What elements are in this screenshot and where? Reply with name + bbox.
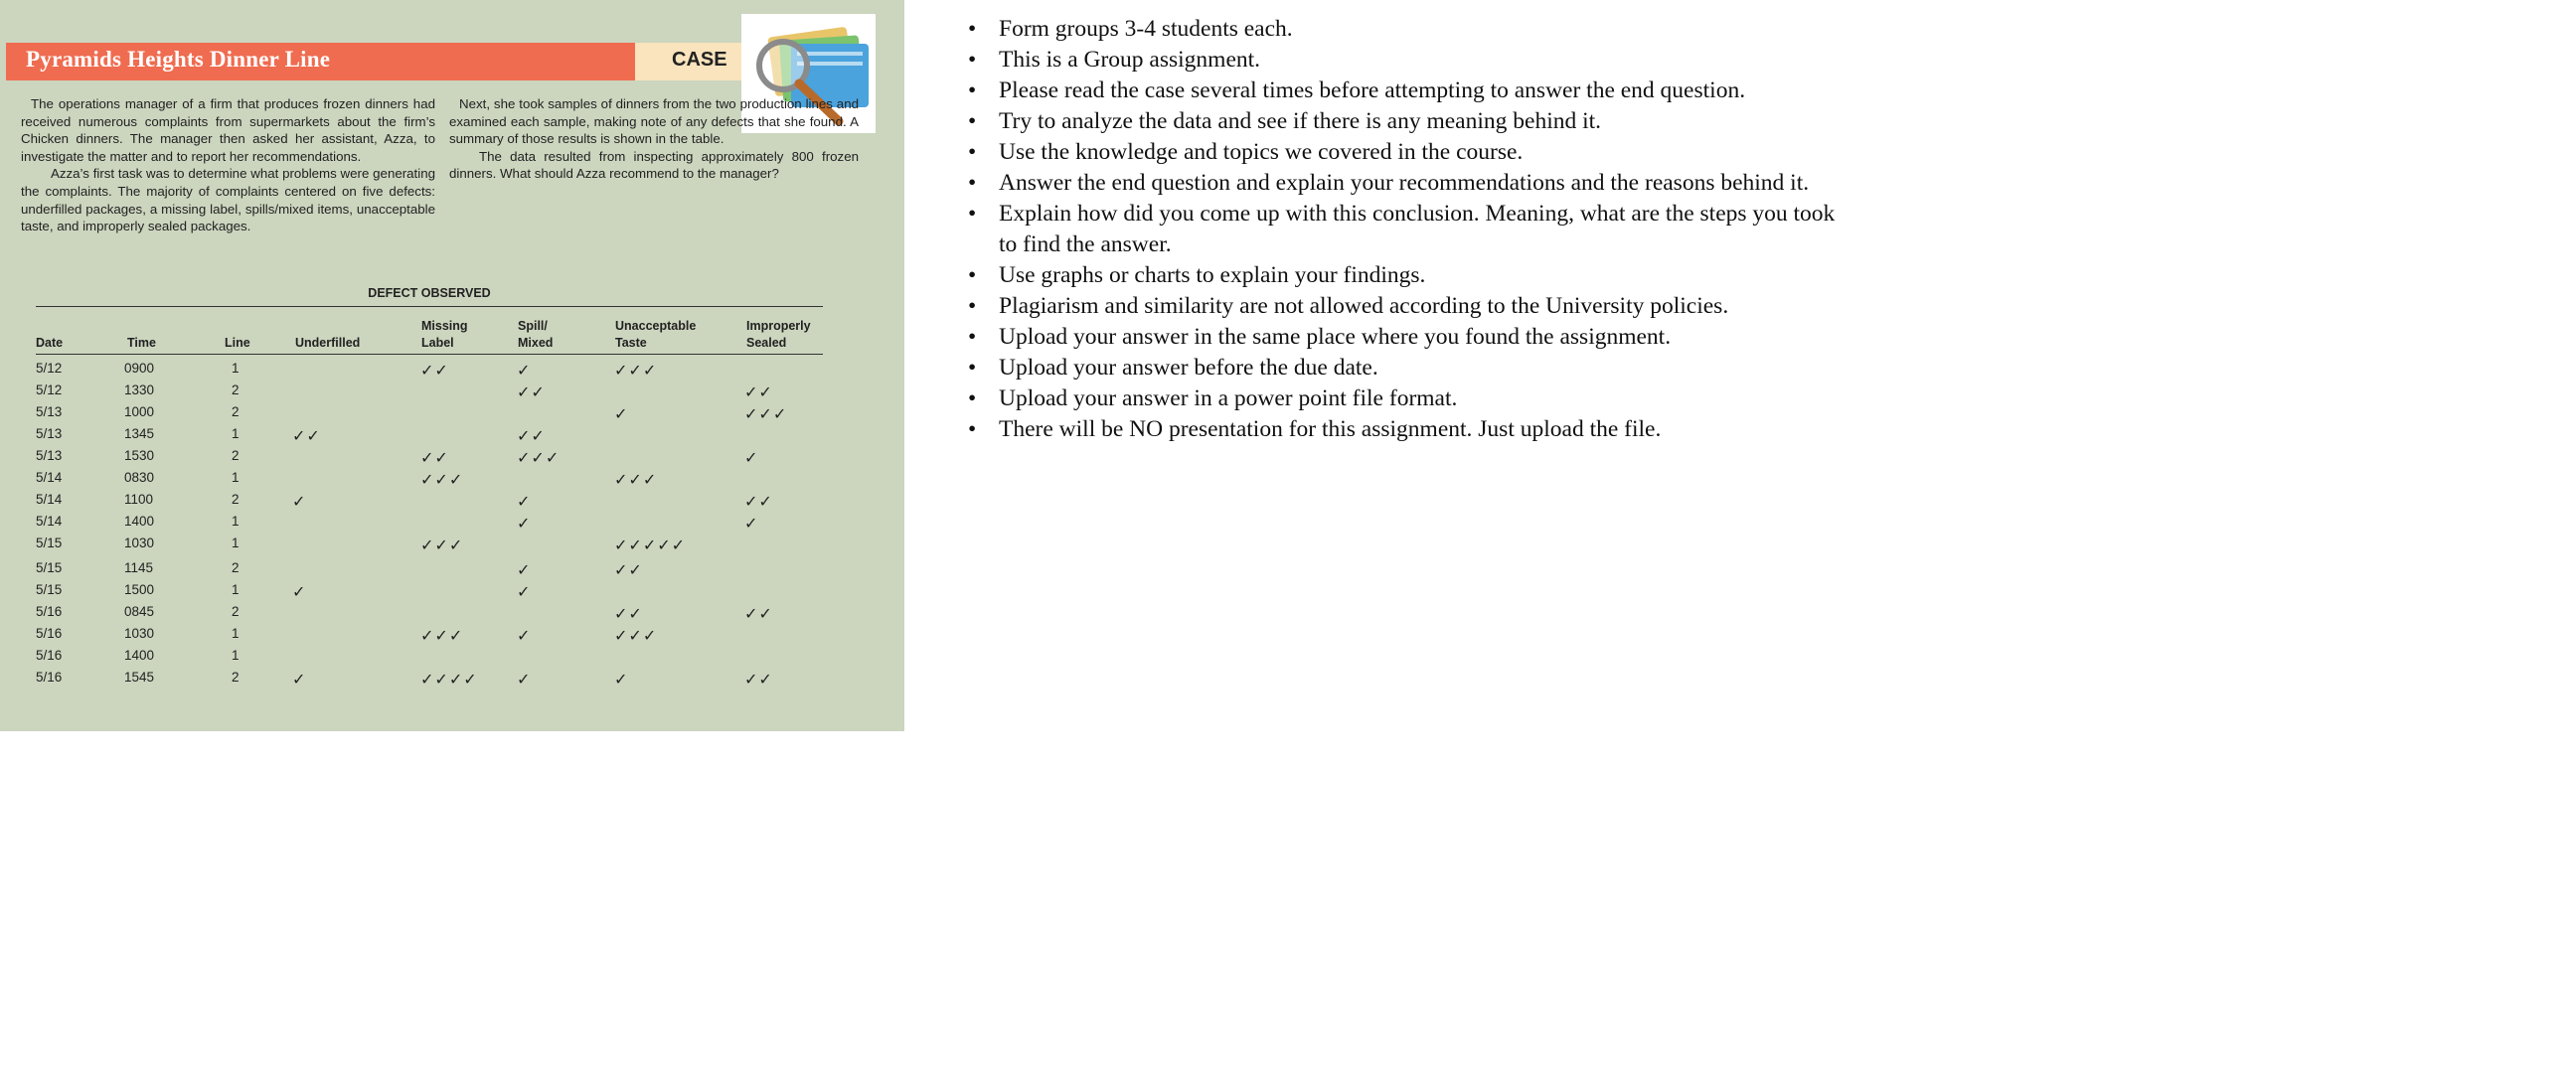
cell-time: 1330: [124, 383, 155, 397]
cell-line: 1: [232, 582, 240, 597]
bullet-icon: •: [968, 108, 977, 134]
cell-time: 1000: [124, 404, 155, 419]
cell-time: 0830: [124, 470, 155, 485]
bullet-icon: •: [968, 384, 977, 411]
cell-date: 5/14: [36, 492, 63, 507]
instruction-text: Try to analyze the data and see if there is any meaning behind it.: [999, 108, 1602, 134]
cell-spill: ✓: [517, 494, 532, 511]
cell-underfilled: ✓: [292, 672, 307, 689]
cell-time: 1400: [124, 648, 155, 663]
instruction-item: [964, 106, 1858, 137]
header-time: Time: [127, 336, 156, 350]
cell-line: 2: [232, 383, 240, 397]
case-label: CASE: [672, 49, 727, 71]
cell-line: 1: [232, 648, 240, 663]
instruction-item: [964, 168, 1858, 199]
header-taste-line1: Unacceptable: [615, 319, 697, 333]
case-text-left: [21, 95, 435, 235]
bullet-icon: •: [968, 323, 977, 350]
cell-date: 5/13: [36, 404, 63, 419]
bullet-icon: •: [968, 292, 977, 319]
cell-spill: ✓✓✓: [517, 450, 561, 467]
cell-date: 5/14: [36, 514, 63, 529]
case-title: Pyramids Heights Dinner Line: [26, 47, 331, 72]
instruction-text: There will be NO presentation for this assignment. Just upload the file.: [999, 415, 1662, 442]
cell-missing: ✓✓✓✓: [420, 672, 478, 689]
instruction-item: [964, 45, 1858, 76]
case-title-band: [6, 43, 635, 80]
bullet-icon: •: [968, 139, 977, 165]
cell-time: 1030: [124, 536, 155, 550]
cell-taste: ✓: [614, 406, 629, 423]
cell-sealed: ✓✓: [744, 384, 773, 401]
cell-date: 5/16: [36, 604, 63, 619]
cell-date: 5/16: [36, 648, 63, 663]
cell-time: 0900: [124, 361, 155, 376]
cell-date: 5/16: [36, 670, 63, 685]
cell-underfilled: ✓: [292, 584, 307, 601]
cell-spill: ✓: [517, 672, 532, 689]
cell-spill: ✓: [517, 584, 532, 601]
instruction-item: [964, 383, 1858, 414]
cell-line: 2: [232, 604, 240, 619]
bullet-icon: •: [968, 77, 977, 103]
instruction-item: [964, 260, 1858, 291]
header-date: Date: [36, 336, 64, 350]
instruction-item: [964, 353, 1858, 383]
instruction-item: [964, 76, 1858, 106]
instruction-text: This is a Group assignment.: [999, 47, 1261, 73]
cell-underfilled: ✓✓: [292, 428, 321, 445]
cell-line: 1: [232, 536, 240, 550]
cell-date: 5/13: [36, 426, 63, 441]
bullet-icon: •: [968, 354, 977, 381]
header-spill-line1: Spill/: [518, 319, 548, 333]
cell-missing: ✓✓: [420, 450, 449, 467]
header-line: Line: [225, 336, 250, 350]
instruction-text: Upload your answer before the due date.: [999, 354, 1378, 381]
case-panel: [0, 0, 904, 731]
header-missing-label: [421, 318, 468, 352]
cell-sealed: ✓✓: [744, 606, 773, 623]
cell-spill: ✓✓: [517, 384, 546, 401]
cell-time: 1030: [124, 626, 155, 641]
header-unacceptable-taste: [615, 318, 696, 352]
bullet-icon: •: [968, 201, 977, 227]
cell-underfilled: ✓: [292, 494, 307, 511]
instruction-item: [964, 14, 1858, 45]
cell-date: 5/15: [36, 582, 63, 597]
cell-date: 5/13: [36, 448, 63, 463]
instruction-text: Use the knowledge and topics we covered in the course.: [999, 139, 1524, 165]
cell-date: 5/12: [36, 383, 63, 397]
bullet-icon: •: [968, 261, 977, 288]
header-improperly-sealed: [746, 318, 811, 352]
cell-taste: ✓: [614, 672, 629, 689]
cell-line: 1: [232, 626, 240, 641]
instruction-text: Form groups 3-4 students each.: [999, 16, 1293, 42]
cell-time: 1545: [124, 670, 155, 685]
cell-missing: ✓✓: [420, 363, 449, 380]
cell-time: 1400: [124, 514, 155, 529]
cell-line: 1: [232, 514, 240, 529]
cell-line: 2: [232, 560, 240, 575]
cell-line: 1: [232, 426, 240, 441]
cell-sealed: ✓: [744, 516, 759, 533]
instruction-item: [964, 322, 1858, 353]
instruction-item: [964, 137, 1858, 168]
instruction-text: Upload your answer in the same place where you found the assignment.: [999, 323, 1672, 350]
cell-time: 1100: [124, 492, 154, 507]
cell-line: 2: [232, 448, 240, 463]
cell-missing: ✓✓✓: [420, 628, 464, 645]
cell-date: 5/16: [36, 626, 63, 641]
cell-date: 5/14: [36, 470, 63, 485]
cell-time: 1530: [124, 448, 155, 463]
bullet-icon: •: [968, 47, 977, 73]
bullet-icon: •: [968, 170, 977, 196]
cell-line: 2: [232, 670, 240, 685]
header-sealed-line1: Improperly: [746, 319, 811, 333]
cell-line: 2: [232, 404, 240, 419]
cell-time: 1145: [124, 560, 154, 575]
case-paragraph: Next, she took samples of dinners from the two production lines and examined each sample, making note of any defects that she found. A summary of those results is shown in the table.: [449, 96, 859, 147]
cell-taste: ✓✓✓: [614, 363, 658, 380]
cell-taste: ✓✓: [614, 606, 643, 623]
table-rule-top: [36, 306, 823, 307]
cell-taste: ✓✓✓✓✓: [614, 537, 687, 554]
cell-taste: ✓✓✓: [614, 472, 658, 489]
instruction-item: [964, 414, 1858, 445]
cell-date: 5/15: [36, 536, 63, 550]
case-paragraph: The data resulted from inspecting approximately 800 frozen dinners. What should Azza recommend to the manager?: [449, 148, 859, 182]
instruction-text: Use graphs or charts to explain your findings.: [999, 261, 1426, 288]
instruction-text: Please read the case several times before attempting to answer the end question.: [999, 77, 1746, 103]
header-spill-line2: Mixed: [518, 336, 554, 350]
cell-spill: ✓: [517, 516, 532, 533]
instruction-text: Plagiarism and similarity are not allowed according to the University policies.: [999, 292, 1729, 319]
cell-date: 5/12: [36, 361, 63, 376]
header-sealed-line2: Sealed: [746, 336, 787, 350]
cell-sealed: ✓✓: [744, 672, 773, 689]
instruction-text: Answer the end question and explain your recommendations and the reasons behind it.: [999, 170, 1810, 196]
cell-spill: ✓: [517, 628, 532, 645]
cell-spill: ✓✓: [517, 428, 546, 445]
table-rule-header: [36, 354, 823, 355]
cell-missing: ✓✓✓: [420, 537, 464, 554]
cell-taste: ✓✓✓: [614, 628, 658, 645]
cell-sealed: ✓✓✓: [744, 406, 788, 423]
header-missing-line2: Label: [421, 336, 454, 350]
cell-spill: ✓: [517, 562, 532, 579]
cell-line: 1: [232, 470, 240, 485]
header-spill-mixed: [518, 318, 553, 352]
header-taste-line2: Taste: [615, 336, 647, 350]
header-missing-line1: Missing: [421, 319, 468, 333]
cell-time: 0845: [124, 604, 155, 619]
cell-time: 1500: [124, 582, 155, 597]
cell-line: 1: [232, 361, 240, 376]
cell-time: 1345: [124, 426, 155, 441]
bullet-icon: •: [968, 415, 977, 442]
cell-spill: ✓: [517, 363, 532, 380]
cell-sealed: ✓: [744, 450, 759, 467]
case-text-right: [449, 95, 859, 183]
case-paragraph: Azza’s first task was to determine what problems were generating the complaints. The majority of complaints centered on five defects: underfilled packages, a missing label, spills/mixed items, unacceptable taste, and improperly sealed packages.: [21, 166, 435, 234]
case-paragraph: The operations manager of a firm that produces frozen dinners had received numerous complaints from supermarkets about the firm’s Chicken dinners. The manager then asked her assistant, Azza, to investigate the matter and to report her recommendations.: [21, 96, 435, 164]
cell-sealed: ✓✓: [744, 494, 773, 511]
cell-taste: ✓✓: [614, 562, 643, 579]
cell-missing: ✓✓✓: [420, 472, 464, 489]
instruction-text: Upload your answer in a power point file format.: [999, 384, 1458, 411]
assignment-instructions: [964, 14, 1858, 445]
instruction-item: [964, 291, 1858, 322]
cell-line: 2: [232, 492, 240, 507]
bullet-icon: •: [968, 16, 977, 42]
table-caption: DEFECT OBSERVED: [368, 286, 491, 300]
header-underfilled: Underfilled: [295, 336, 361, 350]
instruction-text: Explain how did you come up with this conclusion. Meaning, what are the steps you took to find the answer.: [999, 201, 1836, 257]
instruction-item: [964, 199, 1858, 259]
cell-date: 5/15: [36, 560, 63, 575]
